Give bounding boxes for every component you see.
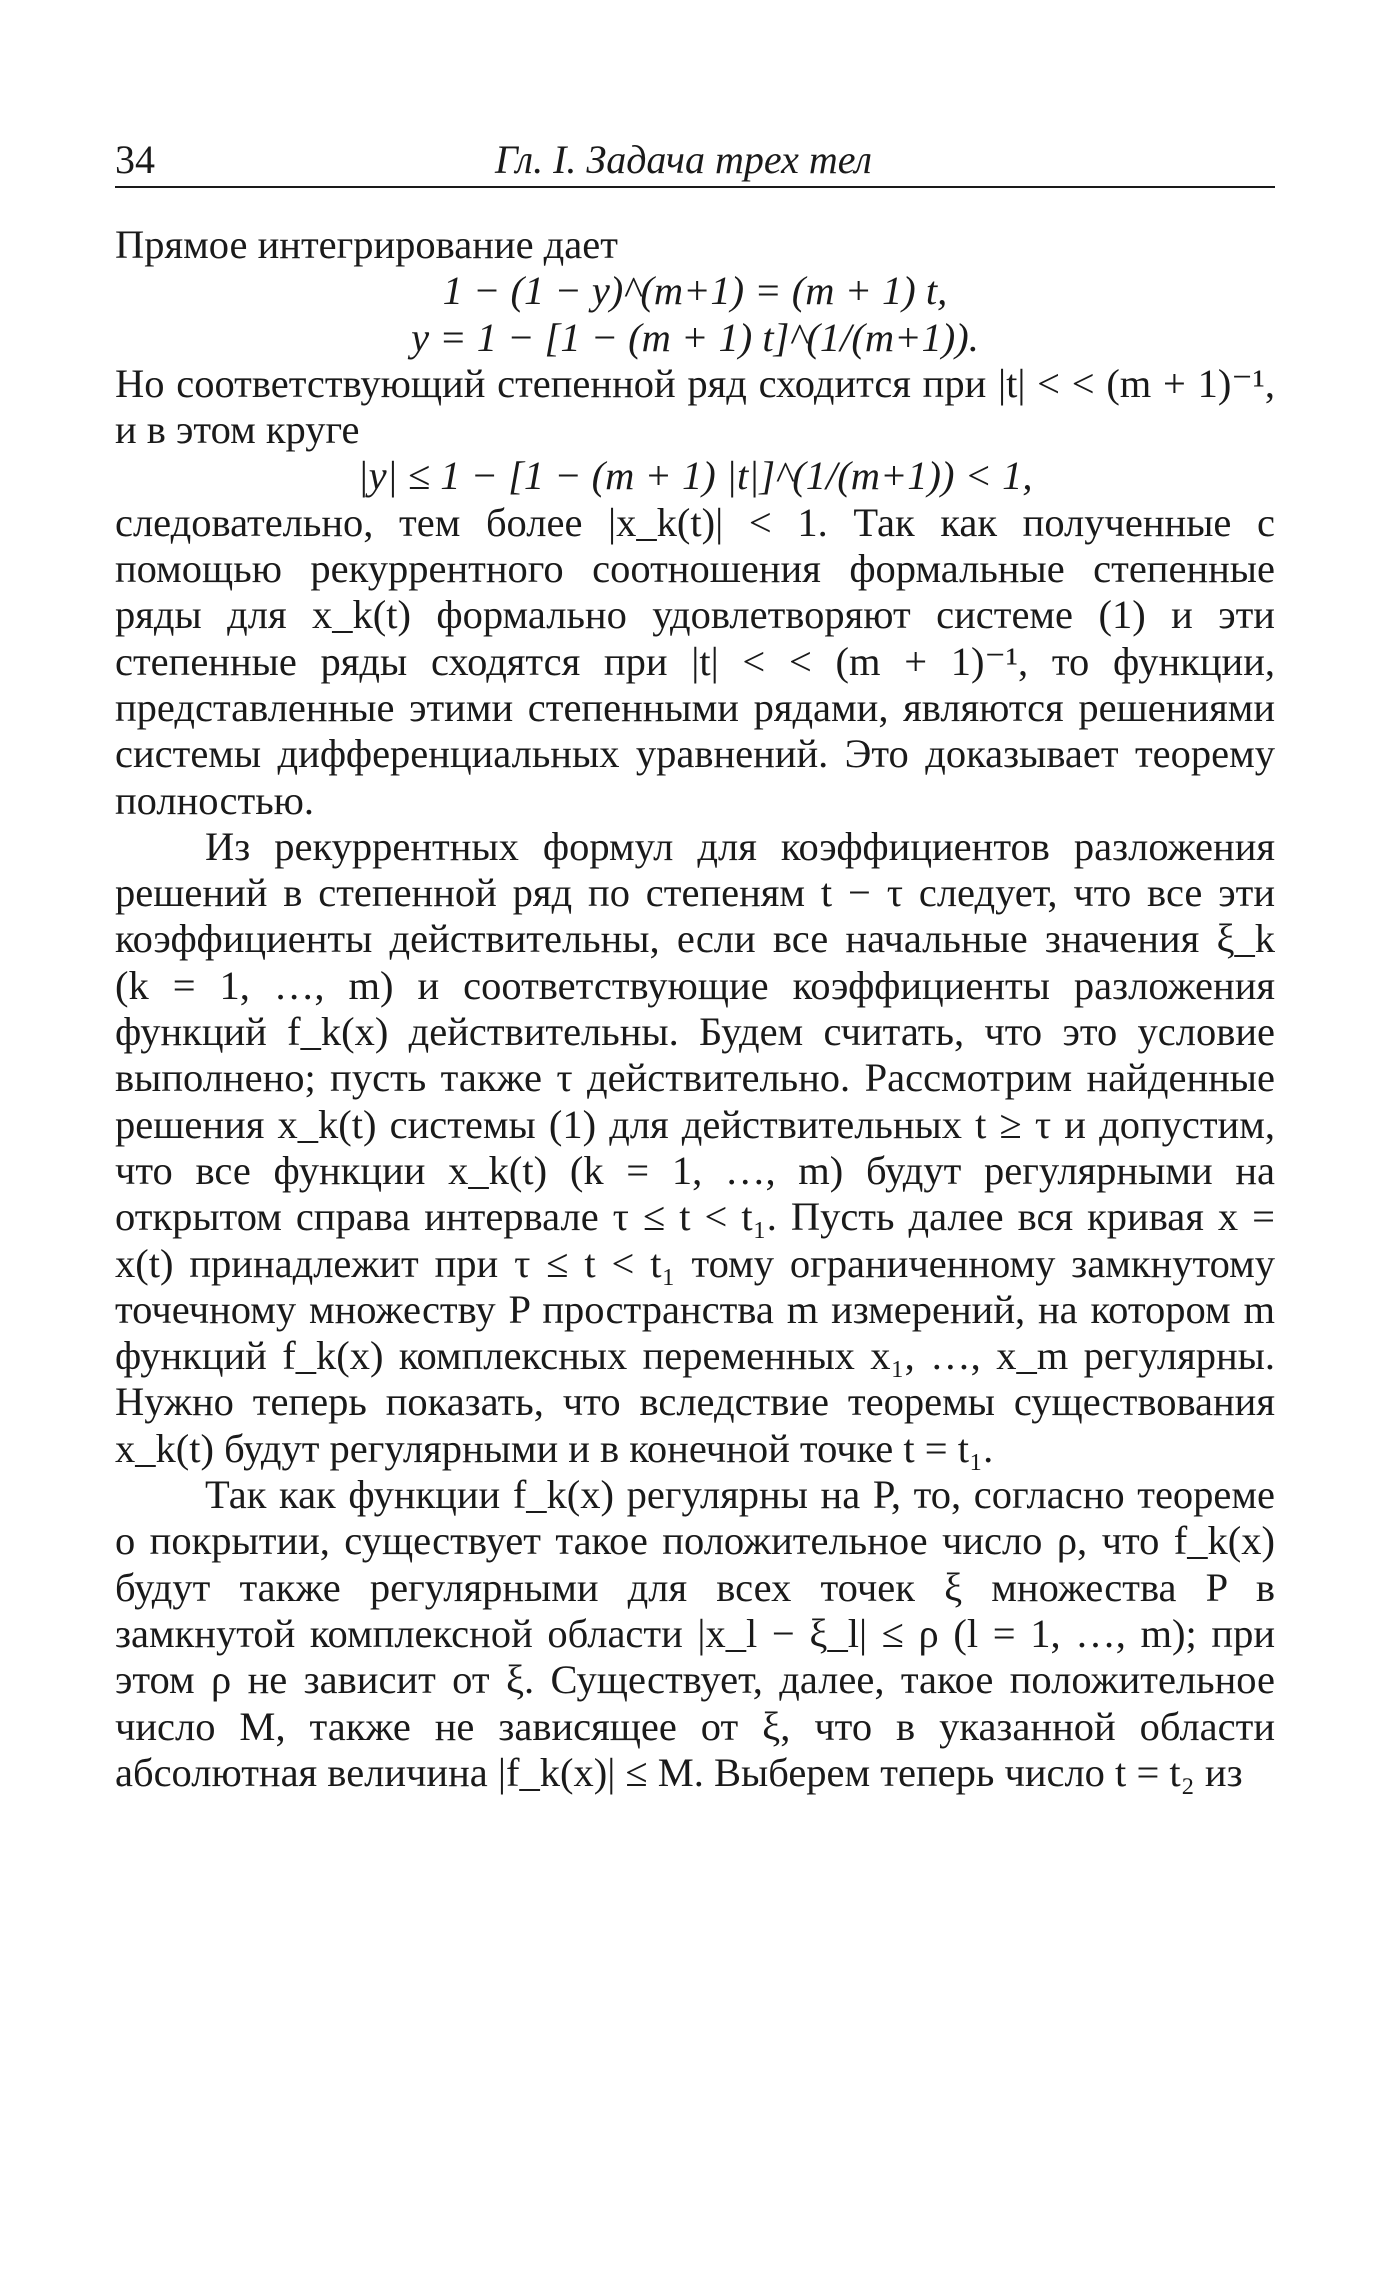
paragraph-3: Из рекуррентных формул для коэффициентов разложения решений в степенной ряд по степеням t − τ следует, что все эти коэффициенты действительны, если все начальные значения ξ_k (k = 1, …, m) и соответствующие коэффициенты разложения функций f_k(x) действительны. Будем считать, что это условие выполнено; пусть также τ действительно. Рассмотрим найденные решения x_k(t) системы (1) для действительных t ≥ τ и допустим, что все функции x_k(t) (k = 1, …, m) будут регулярными на открытом справа интервале τ ≤ t < t₁. Пусть далее вся кривая x = x(t) принадлежит при τ ≤ t < t₁ тому ограниченному замкнутому точечному множеству P пространства m измерений, на котором m функций f_k(x) комплексных переменных x₁, …, x_m регулярны. Нужно теперь показать, что вследствие теоремы существования x_k(t) будут регулярными и в конечной точке t = t₁. (115, 823, 1275, 1471)
page-header (115, 138, 1275, 188)
equation-3: |y| ≤ 1 − [1 − (m + 1) |t|]^(1/(m+1)) < 1, (357, 453, 1033, 499)
running-title: Гл. I. Задача трех тел (495, 137, 872, 182)
paragraph-4: Так как функции f_k(x) регулярны на P, то, согласно теореме о покрытии, существует такое положительное число ρ, что f_k(x) будут также регулярными для всех точек ξ множества P в замкнутой комплексной области |x_l − ξ_l| ≤ ρ (l = 1, …, m); при этом ρ не зависит от ξ. Существует, далее, такое положительное число M, также не зависящее от ξ, что в указанной области абсолютная величина |f_k(x)| ≤ M. Выберем теперь число t = t₂ из (115, 1472, 1275, 1795)
paragraph-2: следовательно, тем более |x_k(t)| < 1. Так как полученные с помощью рекуррентного соотношения формальные степенные ряды для x_k(t) формально удовлетворяют системе (1) и эти степенные ряды сходятся при |t| < < (m + 1)⁻¹, то функции, представленные этими степенными рядами, являются решениями системы дифференциальных уравнений. Это доказывает теорему полностью. (115, 499, 1275, 823)
equation-1: 1 − (1 − y)^(m+1) = (m + 1) t, (442, 268, 948, 314)
page-body (115, 222, 1275, 1796)
paragraph-1: Но соответствующий степенной ряд сходится при |t| < < (m + 1)⁻¹, и в этом круге (115, 360, 1275, 453)
equation-2: y = 1 − [1 − (m + 1) t]^(1/(m+1)). (411, 314, 979, 360)
intro-line: Прямое интегрирование дает (115, 222, 618, 267)
page-number: 34 (115, 137, 155, 182)
